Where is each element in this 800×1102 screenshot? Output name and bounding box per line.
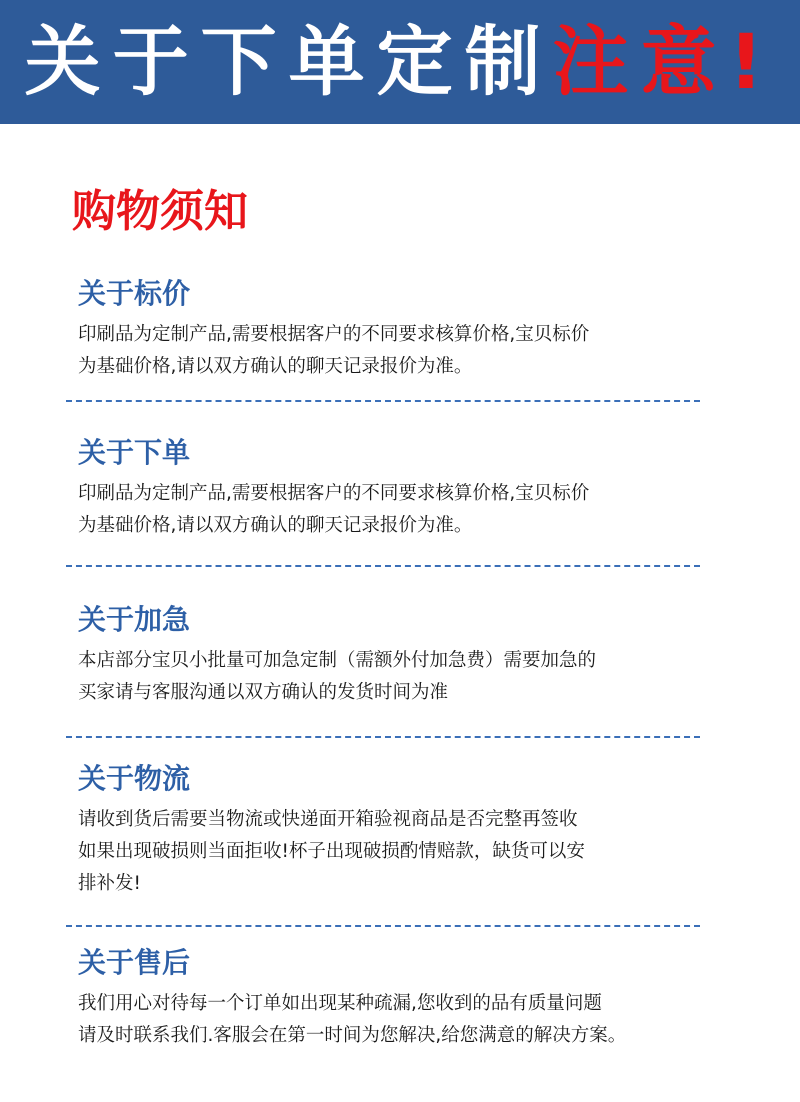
dashed-divider [66, 400, 700, 402]
section-text-line: 我们用心对待每一个订单如出现某种疏漏,您收到的品有质量问题 [78, 993, 602, 1014]
shopping-notice-heading: 购物须知 [72, 186, 248, 237]
banner-title-main: 关于下单定制 [24, 17, 553, 106]
section-rush-order [78, 603, 778, 709]
section-text-line: 印刷品为定制产品,需要根据客户的不同要求核算价格,宝贝标价 [78, 324, 590, 345]
section-text-line: 本店部分宝贝小批量可加急定制（需额外付加急费）需要加急的 [78, 650, 597, 671]
section-text-line: 为基础价格,请以双方确认的聊天记录报价为准。 [78, 356, 473, 377]
banner-title-alert: 注意! [552, 17, 776, 106]
section-title: 关于物流 [78, 762, 191, 795]
dashed-divider [66, 565, 700, 567]
section-after-sales [78, 946, 778, 1052]
section-logistics [78, 762, 778, 900]
section-pricing [78, 277, 778, 383]
section-text-line: 请收到货后需要当物流或快递面开箱验视商品是否完整再签收 [78, 809, 578, 830]
section-title: 关于标价 [78, 277, 191, 310]
section-text-line: 排补发! [78, 873, 141, 894]
section-text-line: 为基础价格,请以双方确认的聊天记录报价为准。 [78, 515, 473, 536]
dashed-divider [66, 925, 700, 927]
section-text-line: 印刷品为定制产品,需要根据客户的不同要求核算价格,宝贝标价 [78, 483, 590, 504]
banner-title [24, 17, 776, 106]
section-text-line: 请及时联系我们.客服会在第一时间为您解决,给您满意的解决方案。 [78, 1025, 627, 1046]
section-title: 关于下单 [78, 436, 191, 469]
section-title: 关于加急 [78, 603, 191, 636]
section-text-line: 如果出现破损则当面拒收!杯子出现破损酌情赔款，缺货可以安 [78, 841, 585, 862]
section-title: 关于售后 [78, 946, 191, 979]
title-banner [0, 0, 800, 124]
section-ordering [78, 436, 778, 542]
dashed-divider [66, 736, 700, 738]
section-text-line: 买家请与客服沟通以双方确认的发货时间为准 [78, 682, 449, 703]
